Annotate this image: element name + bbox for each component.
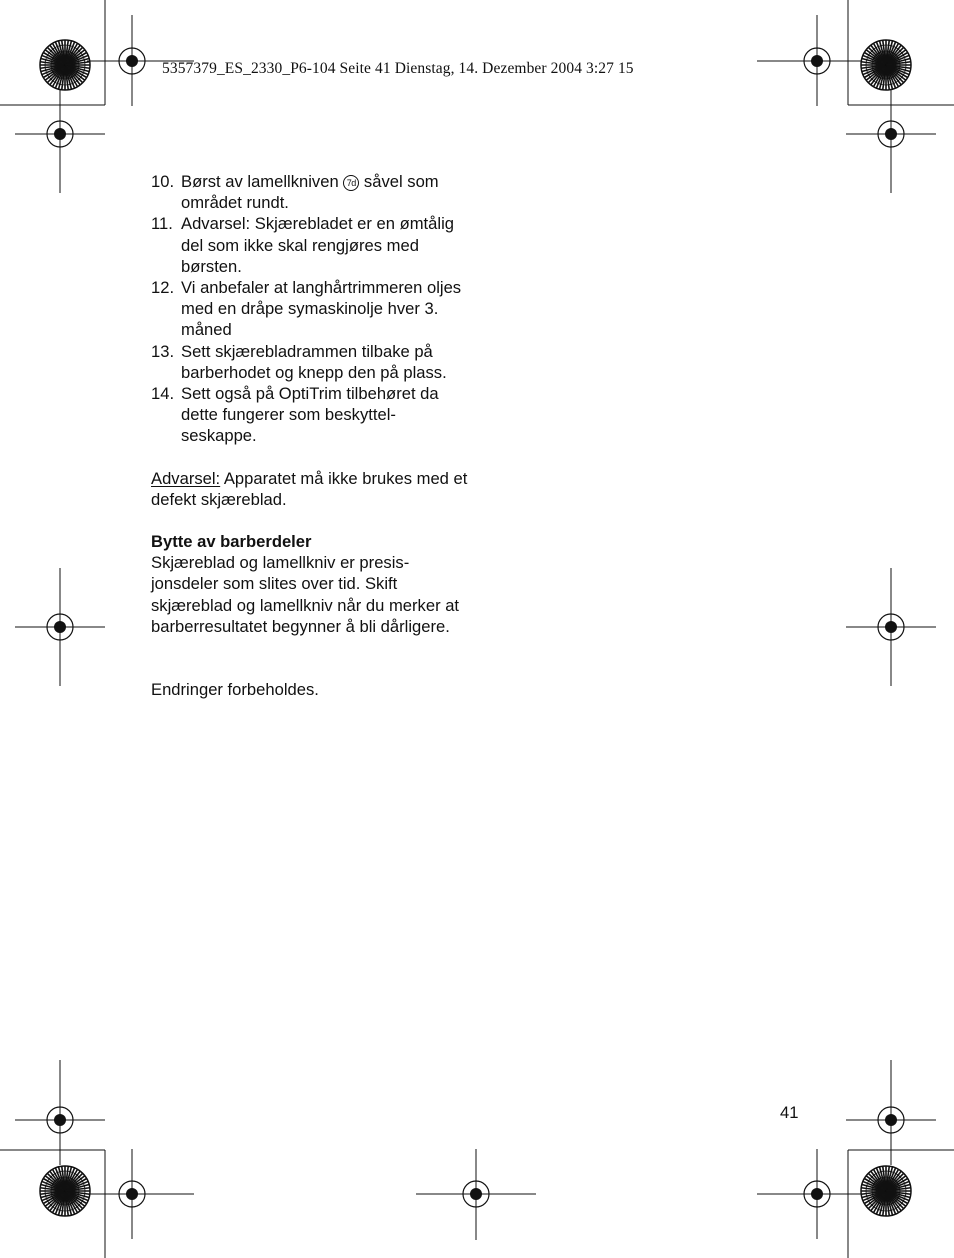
section-title: Bytte av barberdeler — [151, 532, 312, 552]
step-text: Vi anbefaler at langhårtrimmeren oljes med en dråpe symaskinolje hver 3. måned — [181, 278, 462, 340]
radial-registration-mark-bottom-left — [40, 1166, 90, 1216]
step-text: Børst av lamellkniven — [181, 172, 344, 191]
step-number: 10. — [151, 172, 175, 191]
closing-note: Endringer forbeholdes. — [151, 680, 319, 700]
cleaning-steps-list — [151, 171, 471, 447]
manual-text-column — [151, 171, 471, 700]
step-text: såvel som området rundt. — [181, 172, 439, 213]
part-reference-icon: 7d — [343, 175, 359, 191]
warning-text: Apparatet må ikke brukes med et defekt skjæreblad. — [151, 468, 468, 509]
step-number: 13. — [151, 341, 175, 361]
step-14 — [151, 383, 471, 447]
radial-registration-mark-top-left — [40, 40, 90, 90]
radial-registration-mark-top-right — [861, 40, 911, 90]
step-12 — [151, 277, 471, 341]
step-text: Sett også på OptiTrim tilbehøret da dette fungerer som beskyttel-seskappe. — [181, 384, 439, 446]
step-13 — [151, 341, 471, 383]
step-number: 14. — [151, 384, 175, 404]
radial-registration-mark-bottom-right — [861, 1166, 911, 1216]
warning-label: Advarsel: — [151, 468, 221, 488]
step-11 — [151, 213, 471, 277]
print-imprint-header: 5357379_ES_2330_P6-104 Seite 41 Dienstag, 14. Dezember 2004 3:27 15 — [162, 60, 634, 77]
warning-paragraph — [151, 468, 471, 510]
step-10 — [151, 171, 471, 213]
step-number: 12. — [151, 278, 175, 298]
replacement-section — [151, 531, 471, 637]
section-body: Skjæreblad og lamellkniv er presis-jonsdeler som slites over tid. Skift skjæreblad og lamellkniv når du merker at barberresultatet begynner å bli dårligere. — [151, 553, 460, 636]
page-number: 41 — [780, 1103, 799, 1122]
step-text: Sett skjærebladrammen tilbake på barberhodet og knepp den på plass. — [181, 341, 447, 382]
step-number: 11. — [151, 214, 173, 234]
step-text: Advarsel: Skjærebladet er en ømtålig del som ikke skal rengjøres med børsten. — [181, 214, 454, 276]
